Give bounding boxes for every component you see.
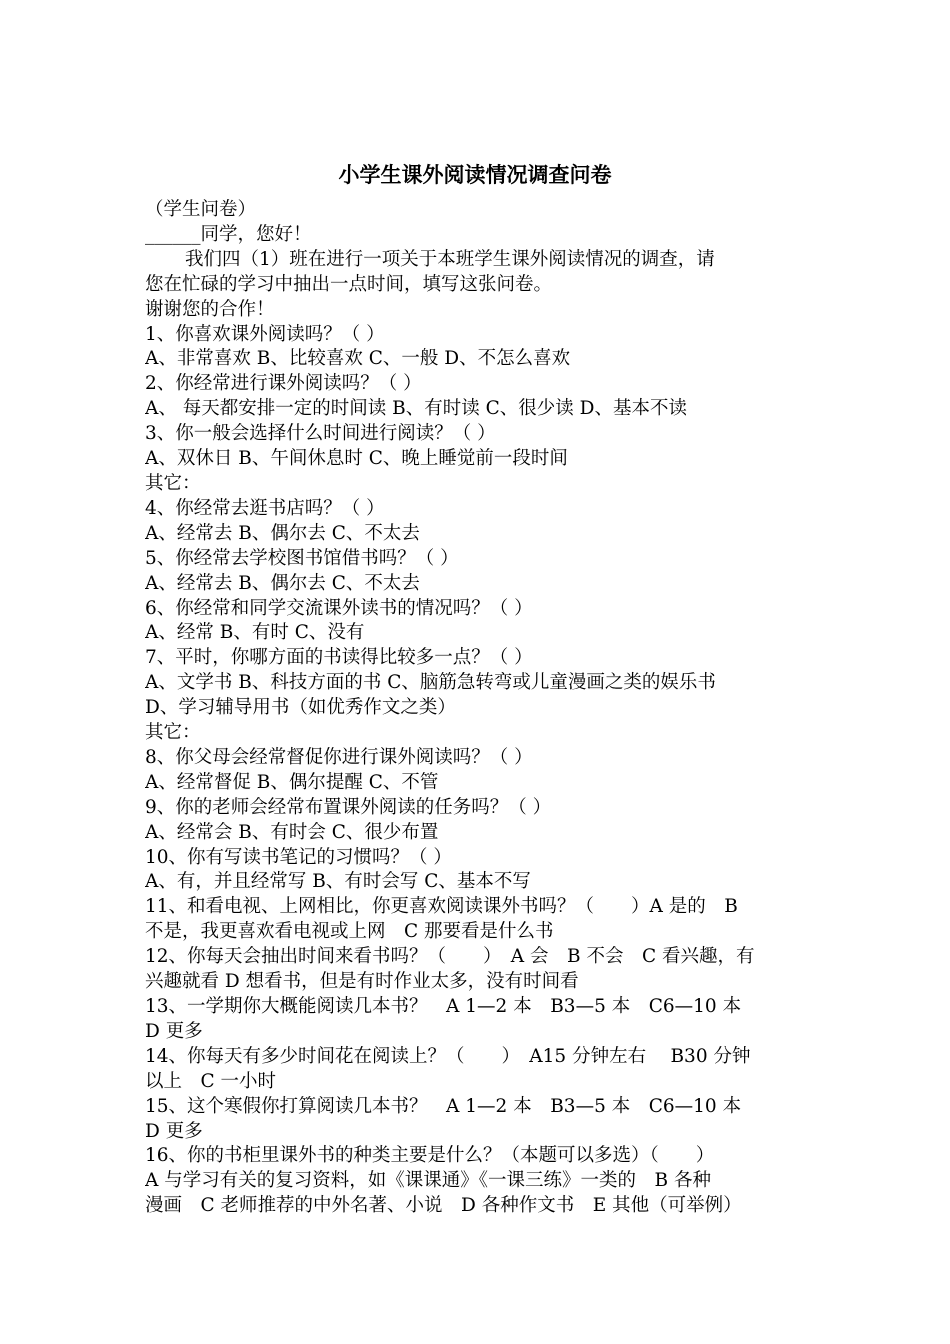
text-line: A、双休日 B、午间休息时 C、晚上睡觉前一段时间 — [145, 448, 568, 470]
text-line: A、经常会 B、有时会 C、很少布置 — [145, 821, 439, 843]
text-line: 谢谢您的合作！ — [145, 298, 275, 320]
text-line: （学生问卷） — [145, 199, 257, 220]
text-line: 10、你有写读书笔记的习惯吗？（ ） — [145, 846, 452, 868]
text-line: 以上 C 一小时 — [145, 1070, 277, 1092]
text-line: A、经常督促 B、偶尔提醒 C、不管 — [145, 771, 439, 793]
text-line: 我们四（1）班在进行一项关于本班学生课外阅读情况的调查，请 — [185, 248, 715, 270]
document-body — [145, 198, 807, 1219]
text-line: 9、你的老师会经常布置课外阅读的任务吗？（ ） — [145, 796, 552, 818]
text-line: 4、你经常去逛书店吗？（ ） — [145, 497, 385, 519]
text-line: 8、你父母会经常督促你进行课外阅读吗？（ ） — [145, 746, 533, 768]
text-line: 3、你一般会选择什么时间进行阅读？（ ） — [145, 423, 496, 445]
text-line: ______同学，您好！ — [145, 223, 312, 245]
text-line: A、经常去 B、偶尔去 C、不太去 — [145, 572, 420, 594]
text-line: A、文学书 B、科技方面的书 C、脑筋急转弯或儿童漫画之类的娱乐书 — [145, 672, 716, 694]
text-line: 其它： — [145, 472, 201, 494]
text-line: D 更多 — [145, 1020, 203, 1042]
text-line: A 与学习有关的复习资料，如《课课通》《一课三练》一类的 B 各种 — [145, 1170, 711, 1192]
text-line: 13、一学期你大概能阅读几本书？ A 1—2 本 B3—5 本 C6—10 本 — [145, 996, 742, 1017]
text-line: A、非常喜欢 B、比较喜欢 C、一般 D、不怎么喜欢 — [145, 348, 571, 370]
text-line: A、有，并且经常写 B、有时会写 C、基本不写 — [145, 871, 531, 893]
page-title: 小学生课外阅读情况调查问卷 — [338, 163, 612, 187]
text-line: A、经常 B、有时 C、没有 — [145, 622, 365, 644]
text-line: 12、你每天会抽出时间来看书吗？（ ） A 会 B 不会 C 看兴趣，有 — [145, 946, 755, 968]
text-line: 6、你经常和同学交流课外读书的情况吗？（ ） — [145, 597, 533, 619]
text-line: 5、你经常去学校图书馆借书吗？（ ） — [145, 547, 459, 569]
text-line: 兴趣就看 D 想看书，但是有时作业太多，没有时间看 — [145, 971, 579, 993]
text-line: 11、和看电视、上网相比，你更喜欢阅读课外书吗？（ ）A 是的 B — [145, 896, 738, 918]
text-line: 不是，我更喜欢看电视或上网 C 那要看是什么书 — [145, 921, 554, 943]
text-line: D、学习辅导用书（如优秀作文之类） — [145, 697, 456, 719]
text-line: 16、你的书柜里课外书的种类主要是什么？（本题可以多选）（ ） — [145, 1145, 715, 1167]
text-line: 14、你每天有多少时间花在阅读上？（ ） A15 分钟左右 B30 分钟 — [145, 1045, 751, 1067]
text-line: 漫画 C 老师推荐的中外名著、小说 D 各种作文书 E 其他（可举例） — [145, 1195, 742, 1217]
text-line: 7、平时，你哪方面的书读得比较多一点？（ ） — [145, 647, 533, 669]
text-line: A、 每天都安排一定的时间读 B、有时读 C、很少读 D、基本不读 — [145, 398, 687, 420]
text-line: A、经常去 B、偶尔去 C、不太去 — [145, 522, 420, 544]
text-line: 15、这个寒假你打算阅读几本书？ A 1—2 本 B3—5 本 C6—10 本 — [145, 1095, 742, 1117]
text-line: 1、你喜欢课外阅读吗？（ ） — [145, 323, 385, 345]
text-line: 2、你经常进行课外阅读吗？（ ） — [145, 373, 422, 395]
text-line: 其它： — [145, 722, 201, 744]
text-line: 您在忙碌的学习中抽出一点时间，填写这张问卷。 — [145, 273, 553, 295]
text-line: D 更多 — [145, 1120, 203, 1142]
